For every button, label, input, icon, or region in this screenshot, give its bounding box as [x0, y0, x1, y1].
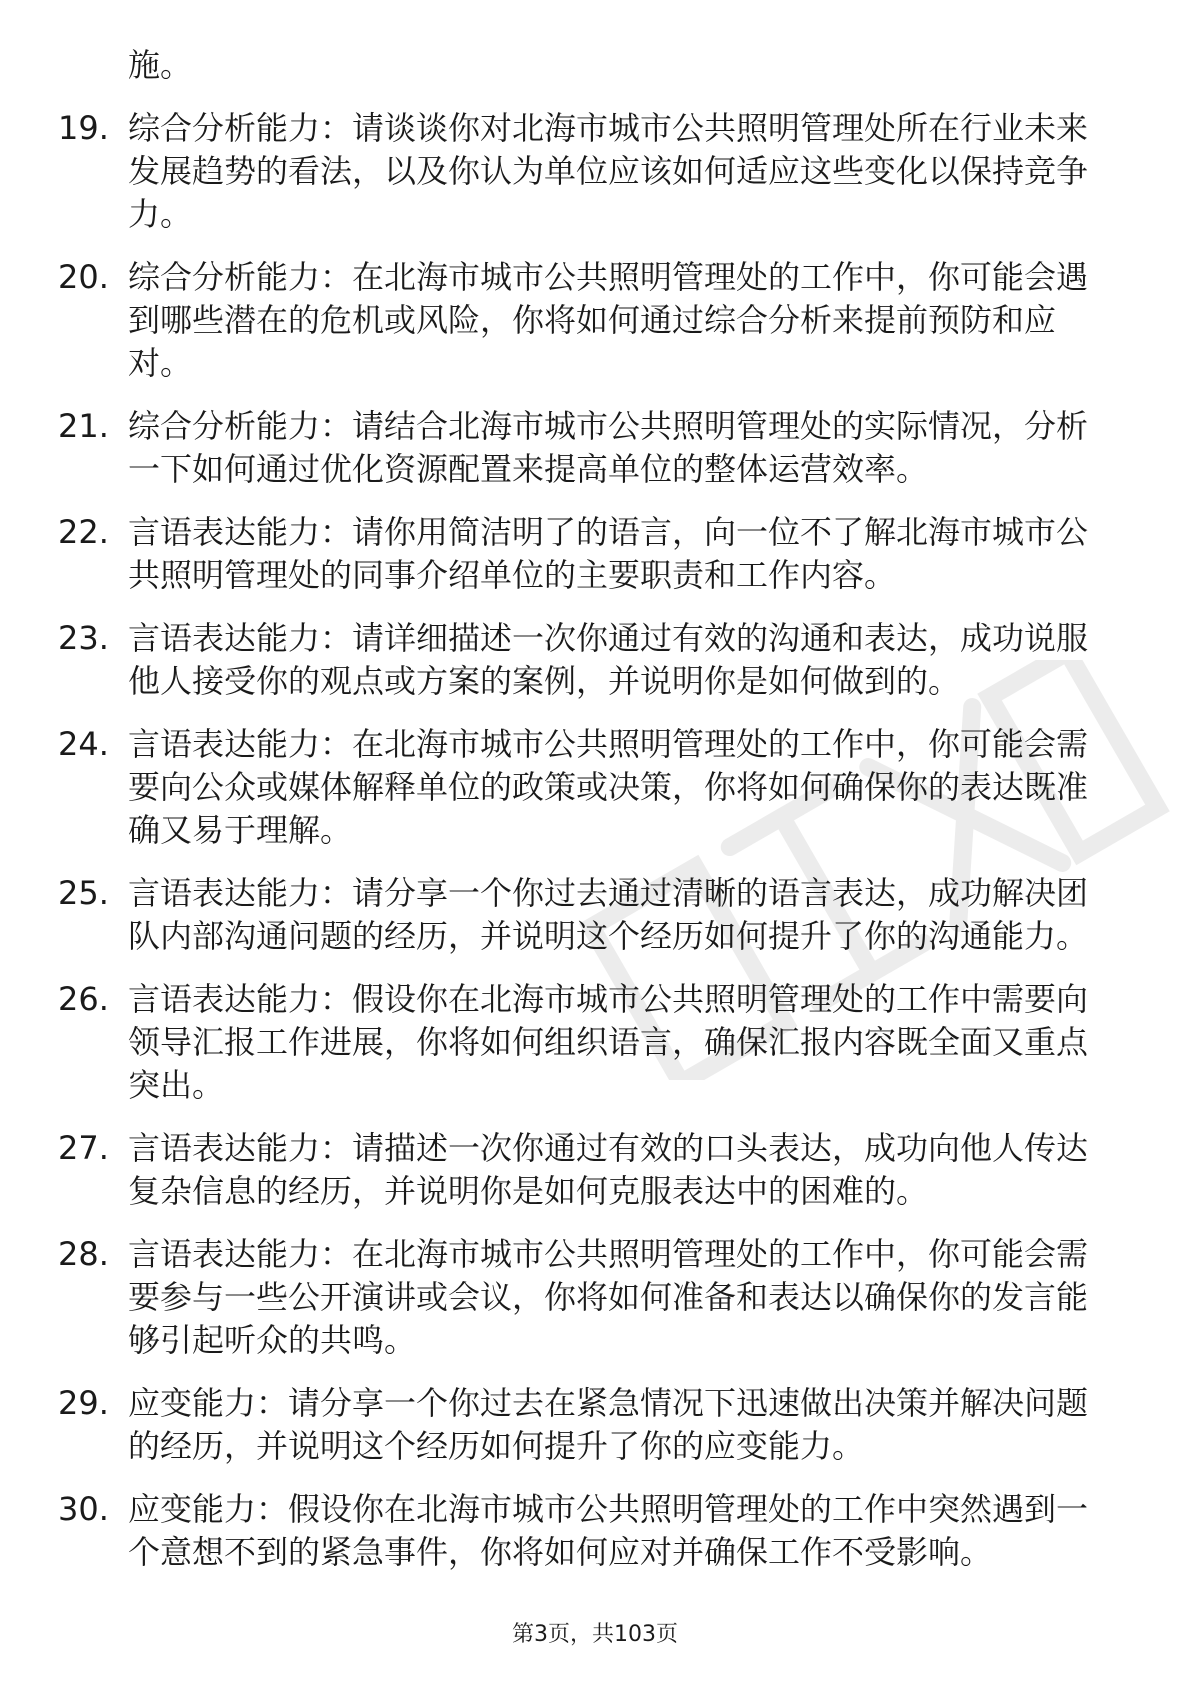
question-item [58, 107, 1118, 236]
question-text: 综合分析能力：请谈谈你对北海市城市公共照明管理处所在行业未来发展趋势的看法，以及你认为单位应该如何适应这些变化以保持竞争力。 [128, 109, 1089, 233]
question-number: 19. [58, 109, 109, 147]
question-number: 26. [58, 980, 109, 1018]
question-item [58, 1233, 1118, 1362]
question-item [58, 1127, 1118, 1213]
question-item [58, 256, 1118, 385]
question-item [58, 723, 1118, 852]
question-number: 23. [58, 619, 109, 657]
question-item [58, 872, 1118, 958]
question-item [58, 405, 1118, 491]
question-item [58, 511, 1118, 597]
question-text: 言语表达能力：请分享一个你过去通过清晰的语言表达，成功解决团队内部沟通问题的经历，并说明这个经历如何提升了你的沟通能力。 [128, 874, 1089, 955]
page-footer: 第3页，共103页 [512, 1622, 678, 1647]
question-text: 言语表达能力：请详细描述一次你通过有效的沟通和表达，成功说服他人接受你的观点或方案的案例，并说明你是如何做到的。 [128, 619, 1089, 700]
continuation-text: 施。 [128, 46, 193, 84]
question-text: 言语表达能力：在北海市城市公共照明管理处的工作中，你可能会需要参与一些公开演讲或会议，你将如何准备和表达以确保你的发言能够引起听众的共鸣。 [128, 1235, 1089, 1359]
question-number: 25. [58, 874, 109, 912]
question-number: 27. [58, 1129, 109, 1167]
question-number: 29. [58, 1384, 109, 1422]
question-item [58, 617, 1118, 703]
question-text: 言语表达能力：请描述一次你通过有效的口头表达，成功向他人传达复杂信息的经历，并说明你是如何克服表达中的困难的。 [128, 1129, 1089, 1210]
question-item [58, 1488, 1118, 1574]
question-text: 应变能力：假设你在北海市城市公共照明管理处的工作中突然遇到一个意想不到的紧急事件，你将如何应对并确保工作不受影响。 [128, 1490, 1089, 1571]
question-text: 应变能力：请分享一个你过去在紧急情况下迅速做出决策并解决问题的经历，并说明这个经历如何提升了你的应变能力。 [128, 1384, 1089, 1465]
question-item [58, 978, 1118, 1107]
question-number: 24. [58, 725, 109, 763]
question-list [58, 44, 1118, 1594]
question-text: 言语表达能力：请你用简洁明了的语言，向一位不了解北海市城市公共照明管理处的同事介绍单位的主要职责和工作内容。 [128, 513, 1089, 594]
question-number: 28. [58, 1235, 109, 1273]
question-number: 20. [58, 258, 109, 296]
question-text: 综合分析能力：请结合北海市城市公共照明管理处的实际情况，分析一下如何通过优化资源配置来提高单位的整体运营效率。 [128, 407, 1089, 488]
question-item [58, 1382, 1118, 1468]
question-number: 30. [58, 1490, 109, 1528]
question-text: 言语表达能力：在北海市城市公共照明管理处的工作中，你可能会需要向公众或媒体解释单位的政策或决策，你将如何确保你的表达既准确又易于理解。 [128, 725, 1089, 849]
question-number: 21. [58, 407, 109, 445]
question-text: 言语表达能力：假设你在北海市城市公共照明管理处的工作中需要向领导汇报工作进展，你将如何组织语言，确保汇报内容既全面又重点突出。 [128, 980, 1089, 1104]
question-text: 综合分析能力：在北海市城市公共照明管理处的工作中，你可能会遇到哪些潜在的危机或风险，你将如何通过综合分析来提前预防和应对。 [128, 258, 1089, 382]
question-number: 22. [58, 513, 109, 551]
